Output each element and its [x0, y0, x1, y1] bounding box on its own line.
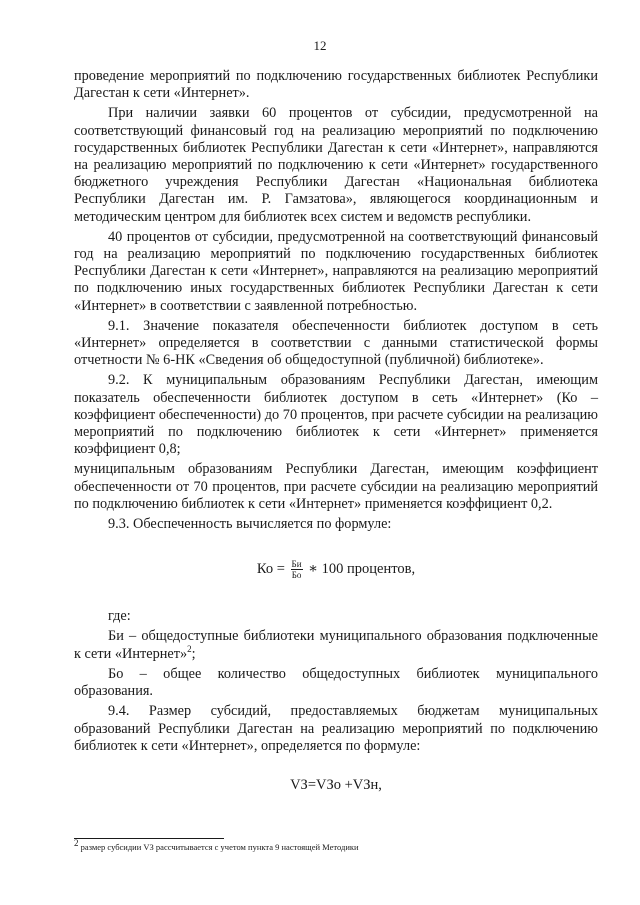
- footnote: [74, 838, 598, 853]
- subsidy-formula: VЗ=VЗо +VЗн,: [290, 776, 382, 793]
- footnote-text: размер субсидии VЗ рассчитывается с учетом пункта 9 настоящей Методики: [78, 842, 359, 852]
- definition-text: Би – общедоступные библиотеки муниципального образования подключенные к сети «Интернет»: [74, 628, 598, 662]
- page-number: 12: [313, 38, 327, 53]
- paragraph: 9.1. Значение показателя обеспеченности библиотек доступом в сеть «Интернет» определяется в соответствии с данными статистической формы отчетности № 6-НК «Сведения об общедоступной (публичной) библиотеке».: [74, 317, 598, 369]
- paragraph: муниципальным образованиям Республики Дагестан, имеющим коэффициент обеспеченности от 70 процентов, при расчете субсидии на реализацию мероприятий по подключению библиотек к сети «Интернет» применяется коэффициент 0,2.: [74, 461, 598, 512]
- paragraph: [74, 628, 598, 662]
- coverage-formula: [74, 559, 598, 580]
- formula-lhs: Ко =: [256, 561, 285, 578]
- paragraph: 9.3. Обеспеченность вычисляется по формуле:: [108, 516, 392, 533]
- footnote-separator: [74, 838, 224, 839]
- formula-fraction: [291, 559, 303, 580]
- paragraph: При наличии заявки 60 процентов от субсидии, предусмотренной на соответствующий финансовый год на реализацию мероприятий по подключению государственных библиотек Республики Дагестан к сети «Интернет», направляются на реализацию мероприятий по подключению к сети «Интернет» государственного бюджетного учреждения Республики Дагестан «Национальная библиотека Республики Дагестан им. Р. Гамзатова», являющегося координационным и методическим центром для библиотек всех систем и ведомств республики.: [74, 105, 598, 225]
- formula-rhs: ∗ 100 процентов,: [308, 561, 416, 578]
- formula-numerator: Би: [291, 559, 302, 570]
- paragraph: 9.4. Размер субсидий, предоставляемых бюджетам муниципальных образований Республики Дагестан на реализацию мероприятий по подключению библиотек к сети «Интернет», определяется по формуле:: [74, 703, 598, 754]
- paragraph: проведение мероприятий по подключению государственных библиотек Республики Дагестан к сети «Интернет».: [74, 68, 598, 102]
- document-body: [74, 68, 598, 794]
- paragraph: Бо – общее количество общедоступных библиотек муниципального образования.: [74, 665, 598, 700]
- paragraph: 9.2. К муниципальным образованиям Республики Дагестан, имеющим показатель обеспеченности библиотек доступом в сеть «Интернет» (Ко – коэффициент обеспеченности) до 70 процентов, при расчете субсидии на реализацию мероприятий по подключению библиотек к сети «Интернет» применяется коэффициент 0,8;: [74, 372, 598, 458]
- paragraph: где:: [108, 608, 131, 625]
- paragraph: 40 процентов от субсидии, предусмотренной на соответствующий финансовый год на реализацию мероприятий по подключению государственных библиотек Республики Дагестан к сети «Интернет», направляются на реализацию мероприятий по подключению иных государственных библиотек Республики Дагестан к сети «Интернет» в соответствии с заявленной потребностью.: [74, 228, 598, 314]
- formula-denominator: Бо: [291, 570, 302, 581]
- footnote-reference: 2: [187, 643, 192, 654]
- footnote-mark: 2: [74, 838, 79, 849]
- definition-end: ;: [191, 645, 196, 662]
